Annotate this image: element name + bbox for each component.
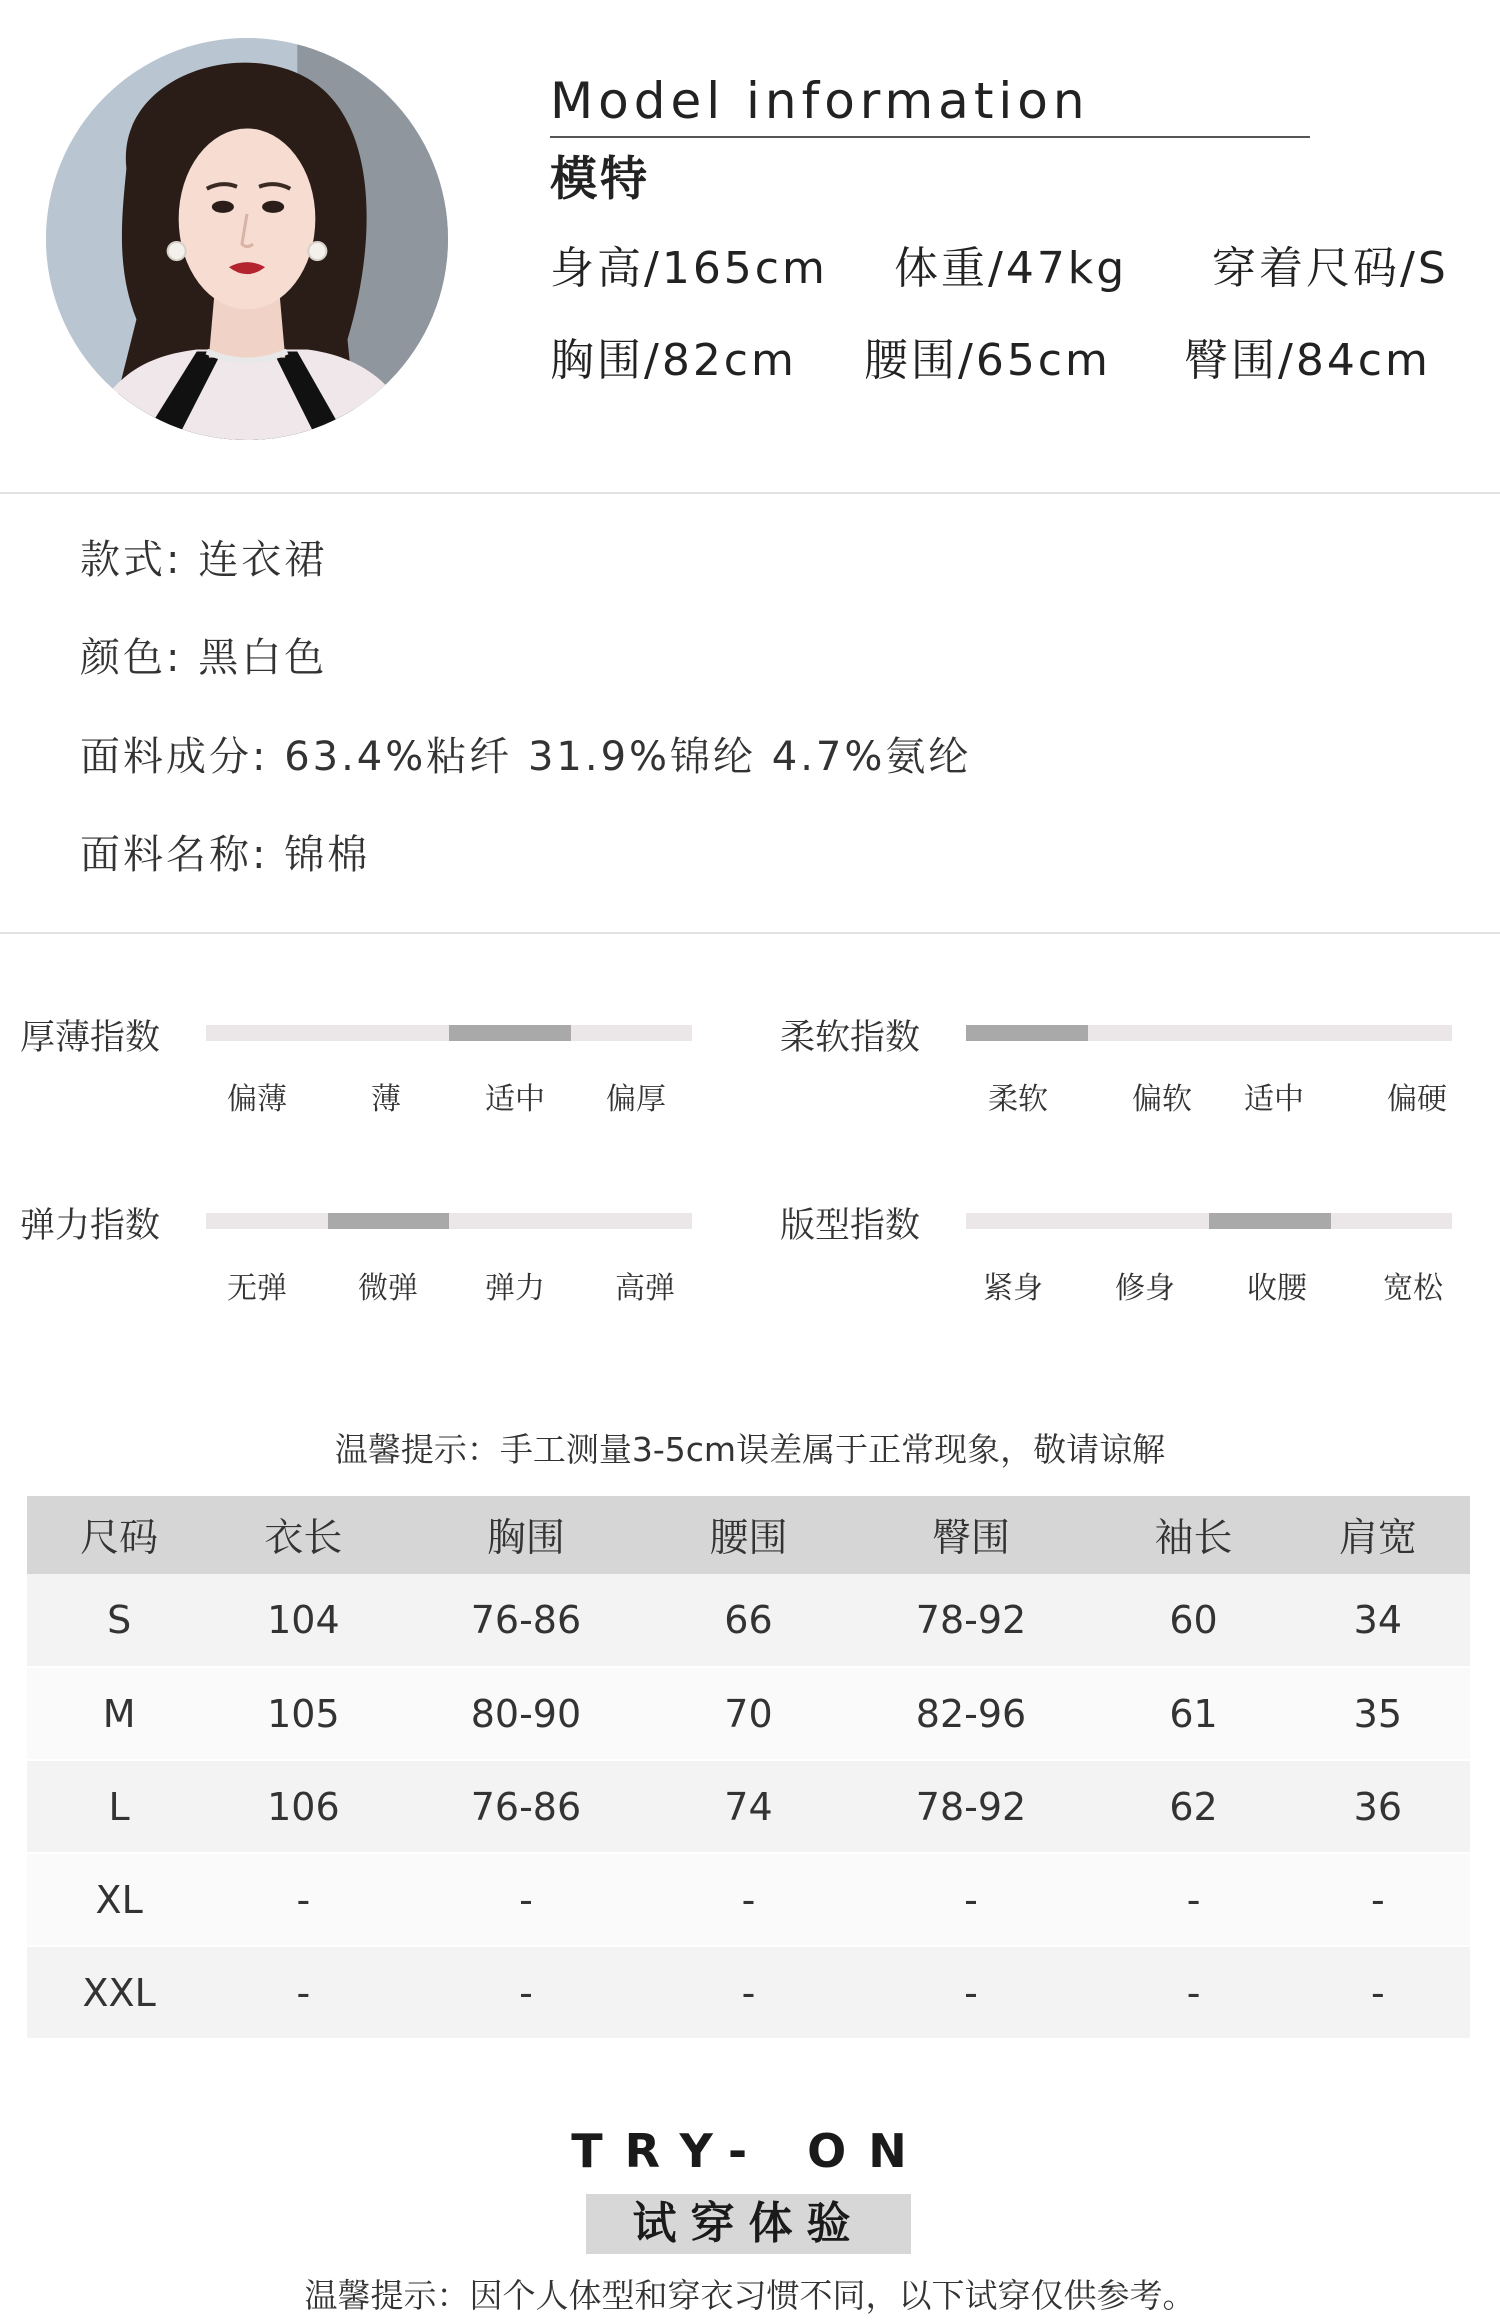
size-table-header-cell: 臀围 (932, 1516, 1011, 1561)
fit-option: 收腰 (1247, 1271, 1307, 1306)
softness-option: 偏软 (1132, 1082, 1192, 1117)
table-cell: 82-96 (915, 1691, 1027, 1736)
table-cell: 61 (1169, 1691, 1218, 1736)
model-weight: 体重/47kg (894, 243, 1128, 294)
table-cell: 70 (724, 1691, 773, 1736)
size-table-header-row (27, 1496, 1470, 1574)
size-table-header-cell: 腰围 (709, 1516, 788, 1561)
table-cell: - (296, 1877, 311, 1922)
elasticity-index-marker (328, 1213, 450, 1229)
table-cell: 60 (1169, 1598, 1218, 1642)
table-cell: 34 (1353, 1598, 1403, 1642)
table-cell: - (1186, 1877, 1201, 1922)
table-row (27, 1946, 1470, 2039)
model-waist: 腰围/65cm (864, 335, 1111, 386)
table-cell: - (741, 1970, 756, 2015)
table-cell: - (519, 1970, 533, 2015)
table-cell: 104 (267, 1598, 340, 1642)
table-cell: 78-92 (915, 1598, 1027, 1642)
table-cell: - (741, 1877, 756, 1922)
softness-index-marker (966, 1025, 1088, 1041)
table-cell: XXL (82, 1970, 156, 2015)
model-size: 穿着尺码/S (1212, 243, 1449, 294)
fit-index-marker (1209, 1213, 1331, 1229)
table-cell: 78-92 (915, 1784, 1027, 1829)
table-cell: M (102, 1691, 136, 1736)
thickness-index-label: 厚薄指数 (20, 1018, 161, 1058)
thickness-index-bar (206, 1025, 692, 1041)
table-cell: - (296, 1970, 311, 2015)
model-portrait-illustration (46, 38, 448, 440)
elasticity-index-bar (206, 1213, 692, 1229)
size-chart-table (27, 1496, 1470, 2040)
table-row (27, 1574, 1470, 1667)
try-on-title: TRY- ON (571, 2124, 929, 2178)
table-cell: 106 (267, 1784, 340, 1829)
table-row (27, 1760, 1470, 1853)
table-cell: 76-86 (470, 1784, 582, 1829)
thickness-option: 偏薄 (227, 1082, 287, 1117)
table-cell: - (1186, 1970, 1201, 2015)
size-table-header-cell: 肩宽 (1338, 1516, 1417, 1561)
model-hips: 臀围/84cm (1184, 335, 1431, 386)
table-cell: 80-90 (470, 1691, 582, 1736)
softness-index-bar (966, 1025, 1452, 1041)
thickness-index-marker (449, 1025, 571, 1041)
model-info-subheading: 模特 (550, 152, 650, 207)
table-row (27, 1667, 1470, 1760)
section-divider (0, 492, 1500, 494)
elasticity-option: 高弹 (615, 1271, 675, 1306)
elasticity-option: 微弹 (358, 1271, 418, 1306)
softness-option: 适中 (1244, 1082, 1304, 1117)
table-cell: - (964, 1877, 978, 1922)
softness-option: 偏硬 (1387, 1082, 1447, 1117)
elasticity-option: 无弹 (227, 1271, 287, 1306)
size-table-header-cell: 袖长 (1154, 1516, 1233, 1561)
fit-index-bar (966, 1213, 1452, 1229)
thickness-option: 适中 (485, 1082, 545, 1117)
attr-fabric-name: 面料名称: 锦棉 (80, 832, 371, 878)
table-cell: 35 (1353, 1691, 1403, 1736)
table-cell: 62 (1169, 1784, 1218, 1829)
try-on-tip: 温馨提示：因个人体型和穿衣习惯不同，以下试穿仅供参考。 (304, 2276, 1196, 2315)
size-table-header-cell: 衣长 (264, 1516, 343, 1561)
thickness-option: 偏厚 (606, 1082, 666, 1117)
table-cell: - (964, 1970, 978, 2015)
try-on-subtitle-badge: 试穿体验 (586, 2194, 911, 2254)
fit-option: 紧身 (983, 1271, 1043, 1306)
softness-option: 柔软 (988, 1082, 1048, 1117)
elasticity-index-label: 弹力指数 (20, 1206, 161, 1246)
fit-option: 宽松 (1383, 1271, 1443, 1306)
table-cell: 66 (724, 1598, 773, 1642)
table-cell: 76-86 (470, 1598, 582, 1642)
size-table-header-cell: 胸围 (486, 1516, 565, 1561)
measurement-tip: 温馨提示：手工测量3-5cm误差属于正常现象，敬请谅解 (334, 1430, 1166, 1469)
table-row (27, 1853, 1470, 1946)
model-bust: 胸围/82cm (550, 335, 797, 386)
table-cell: 36 (1353, 1784, 1403, 1829)
size-table-header-cell: 尺码 (80, 1516, 159, 1561)
table-cell: 105 (267, 1691, 340, 1736)
table-cell: - (519, 1877, 533, 1922)
table-cell: 74 (724, 1784, 773, 1829)
model-photo (46, 38, 448, 440)
attr-fabric-composition: 面料成分: 63.4%粘纤 31.9%锦纶 4.7%氨纶 (80, 734, 972, 780)
fit-index-label: 版型指数 (780, 1206, 921, 1246)
fit-option: 修身 (1115, 1271, 1175, 1306)
model-info-underline (550, 136, 1310, 138)
table-cell: L (108, 1784, 130, 1829)
table-cell: - (1370, 1877, 1385, 1922)
attr-style: 款式: 连衣裙 (80, 537, 328, 583)
table-cell: XL (95, 1877, 143, 1922)
attr-color: 颜色: 黑白色 (80, 635, 328, 681)
table-cell: S (107, 1598, 132, 1642)
model-info-heading: Model information (550, 72, 1090, 130)
thickness-option: 薄 (371, 1082, 401, 1117)
elasticity-option: 弹力 (485, 1271, 545, 1306)
softness-index-label: 柔软指数 (780, 1018, 921, 1058)
table-cell: - (1370, 1970, 1385, 2015)
model-height: 身高/165cm (550, 243, 828, 294)
section-divider (0, 932, 1500, 934)
